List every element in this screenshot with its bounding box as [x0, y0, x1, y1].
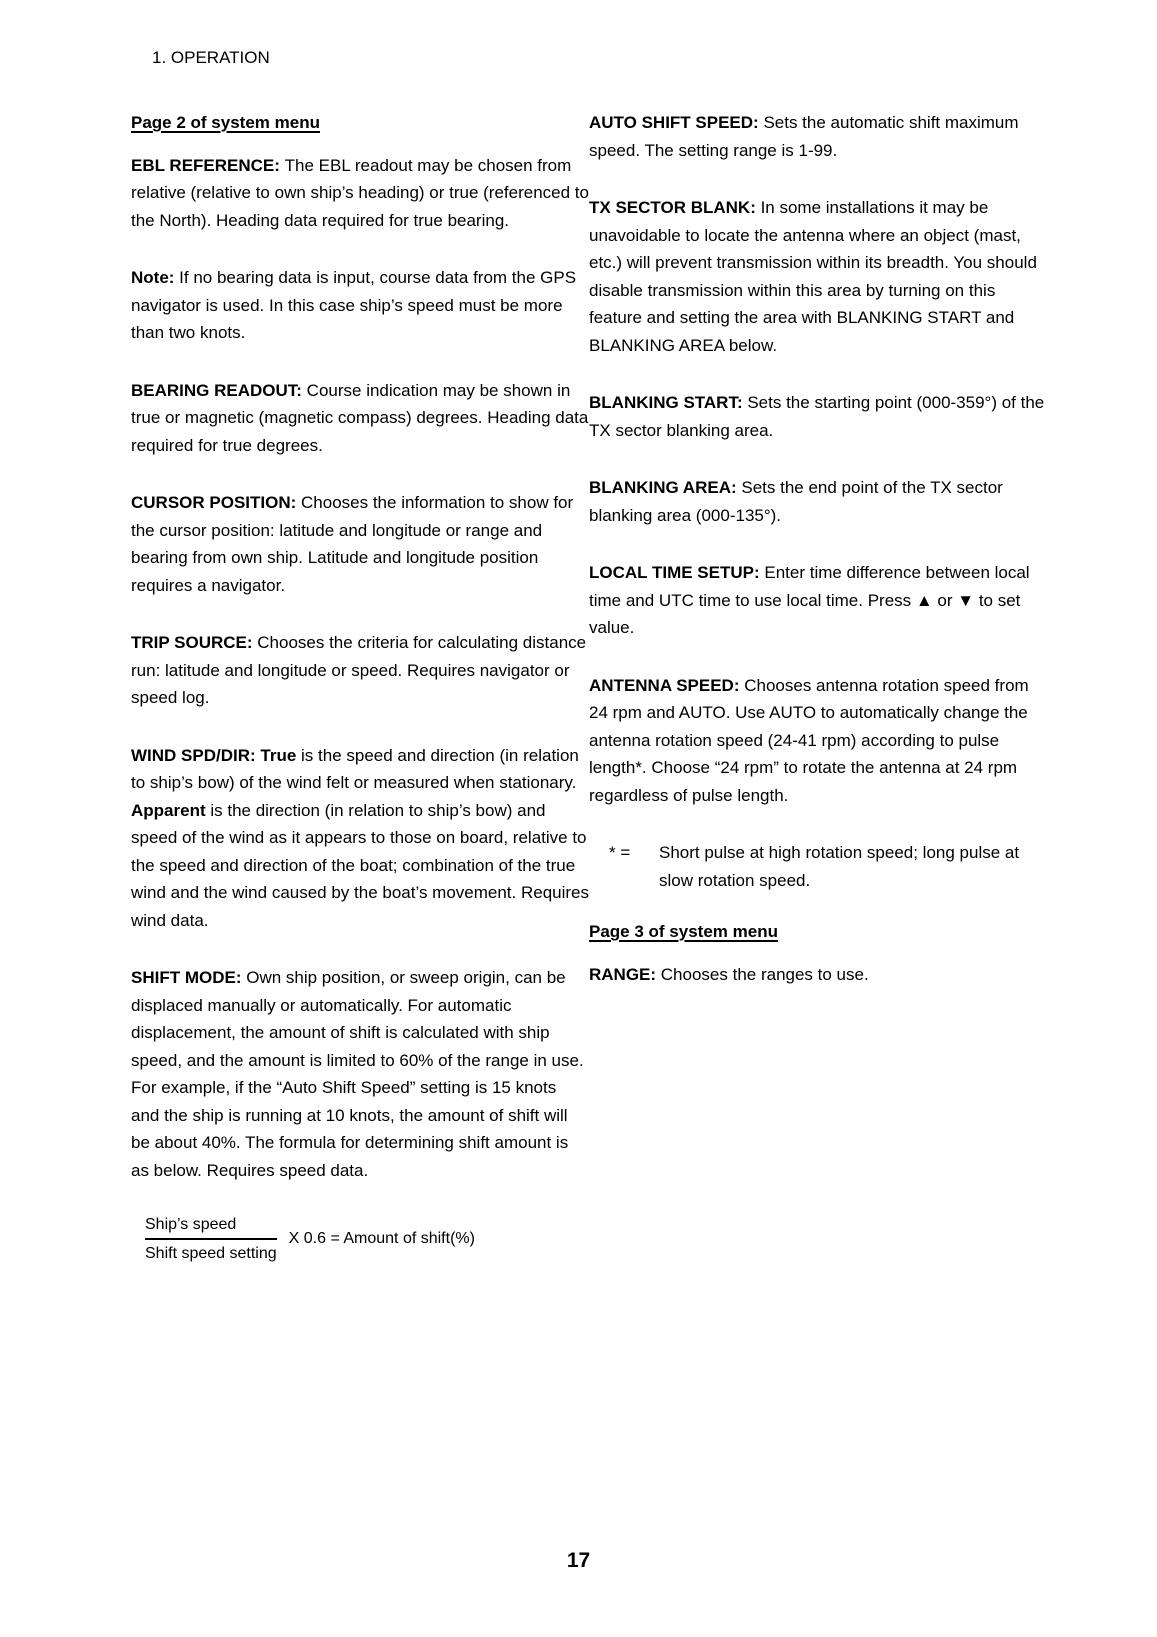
- body-text: Sets the end point of the TX sector blanking area (000-135°).: [589, 478, 1003, 525]
- body-text: is the speed and direction (in relation to ship’s bow) of the wind felt or measured when stationary.: [131, 745, 579, 792]
- term-label: CURSOR POSITION:: [131, 493, 302, 512]
- body-text: Chooses the ranges to use.: [660, 964, 869, 984]
- chapter-header: 1. OPERATION: [152, 48, 270, 67]
- body-text: The EBL readout may be chosen from relative (relative to own ship’s heading) or true (referenced to the North). Heading data required for true bearing.: [131, 155, 589, 230]
- term-label: WIND SPD/DIR: True: [131, 745, 297, 765]
- footnote-marker: * =: [609, 843, 631, 862]
- paragraph: [131, 489, 589, 599]
- body-text: Course indication may be shown in true or magnetic (magnetic compass) degrees. Heading data required for true degrees.: [131, 380, 589, 455]
- body-text: Chooses the criteria for calculating distance run: latitude and longitude or speed. Requires navigator or speed log.: [131, 633, 587, 707]
- fraction: [145, 1214, 277, 1264]
- term-label: BEARING READOUT:: [131, 380, 307, 400]
- body-text: Own ship position, or sweep origin, can be displaced manually or automatically. For automatic displacement, the amount of shift is calculated with ship speed, and the amount is limited to 60% of the range in use. For example, if the “Auto Shift Speed” setting is 15 knots and the ship is running at 10 knots, the amount of shift will be about 40%. The formula for determining shift amount is as below. Requires speed data.: [131, 968, 584, 1180]
- term-label: EBL REFERENCE:: [131, 155, 285, 175]
- formula-expression: X 0.6 = Amount of shift(%): [288, 1230, 475, 1247]
- paragraph: [131, 964, 589, 1184]
- paragraph: [589, 961, 1049, 989]
- fraction-numerator: Ship’s speed: [145, 1214, 277, 1240]
- term-label: ANTENNA SPEED:: [589, 675, 745, 695]
- paragraph: [589, 559, 1049, 642]
- term-label: TX SECTOR BLANK:: [589, 198, 761, 217]
- paragraph: [589, 194, 1049, 359]
- paragraph: [131, 264, 589, 347]
- paragraph: [131, 377, 589, 460]
- term-label: AUTO SHIFT SPEED:: [589, 113, 764, 132]
- term-label: BLANKING AREA:: [589, 478, 742, 497]
- two-column-body: [131, 109, 1049, 1264]
- section-heading: Page 2 of system menu: [131, 113, 320, 132]
- paragraph: [589, 109, 1049, 164]
- term-label: BLANKING START:: [589, 393, 748, 412]
- page-number: 17: [566, 1549, 591, 1572]
- shift-amount-formula: [145, 1214, 589, 1264]
- body-text: Sets the automatic shift maximum speed. The setting range is 1-99.: [589, 113, 1019, 160]
- term-label: LOCAL TIME SETUP:: [589, 563, 765, 582]
- footnote-text: Short pulse at high rotation speed; long pulse at slow rotation speed.: [659, 843, 1020, 890]
- body-text: If no bearing data is input, course data from the GPS navigator is used. In this case ship’s speed must be more than two knots.: [131, 268, 577, 342]
- body-text: Chooses the information to show for the cursor position: latitude and longitude or range and bearing from own ship. Latitude and longitude position requires a navigator.: [131, 493, 574, 595]
- term-label: Note:: [131, 268, 180, 287]
- body-text: Sets the starting point (000-359°) of the TX sector blanking area.: [589, 393, 1045, 440]
- paragraph: [589, 672, 1049, 810]
- body-text: is the direction (in relation to ship’s bow) and speed of the wind as it appears to those on board, relative to the speed and direction of the boat; combination of the true wind and the wind caused by the boat’s movement. Requires wind data.: [131, 800, 590, 930]
- paragraph: [131, 152, 589, 235]
- right-column: [589, 109, 1049, 1018]
- term-label: Apparent: [131, 800, 206, 820]
- paragraph: [131, 742, 589, 935]
- left-column: [131, 109, 589, 1264]
- term-label: TRIP SOURCE:: [131, 633, 258, 652]
- body-text: Enter time difference between local time and UTC time to use local time. Press ▲ or ▼ to set value.: [589, 563, 1030, 637]
- term-label: SHIFT MODE:: [131, 968, 247, 987]
- fraction-denominator: Shift speed setting: [145, 1245, 277, 1262]
- paragraph: [131, 629, 589, 712]
- body-text: Chooses antenna rotation speed from 24 rpm and AUTO. Use AUTO to automatically change the antenna rotation speed (24-41 rpm) according to pulse length*. Choose “24 rpm” to rotate the antenna at 24 rpm regardless of pulse length.: [589, 675, 1029, 805]
- section-heading: Page 3 of system menu: [589, 922, 778, 941]
- term-label: RANGE:: [589, 964, 661, 984]
- paragraph: [589, 389, 1049, 444]
- paragraph: [589, 474, 1049, 529]
- footnote: [589, 839, 1049, 894]
- body-text: In some installations it may be unavoidable to locate the antenna where an object (mast, etc.) will prevent transmission within its breadth. You should disable transmission within this area by turning on this feature and setting the area with BLANKING START and BLANKING AREA below.: [589, 198, 1037, 355]
